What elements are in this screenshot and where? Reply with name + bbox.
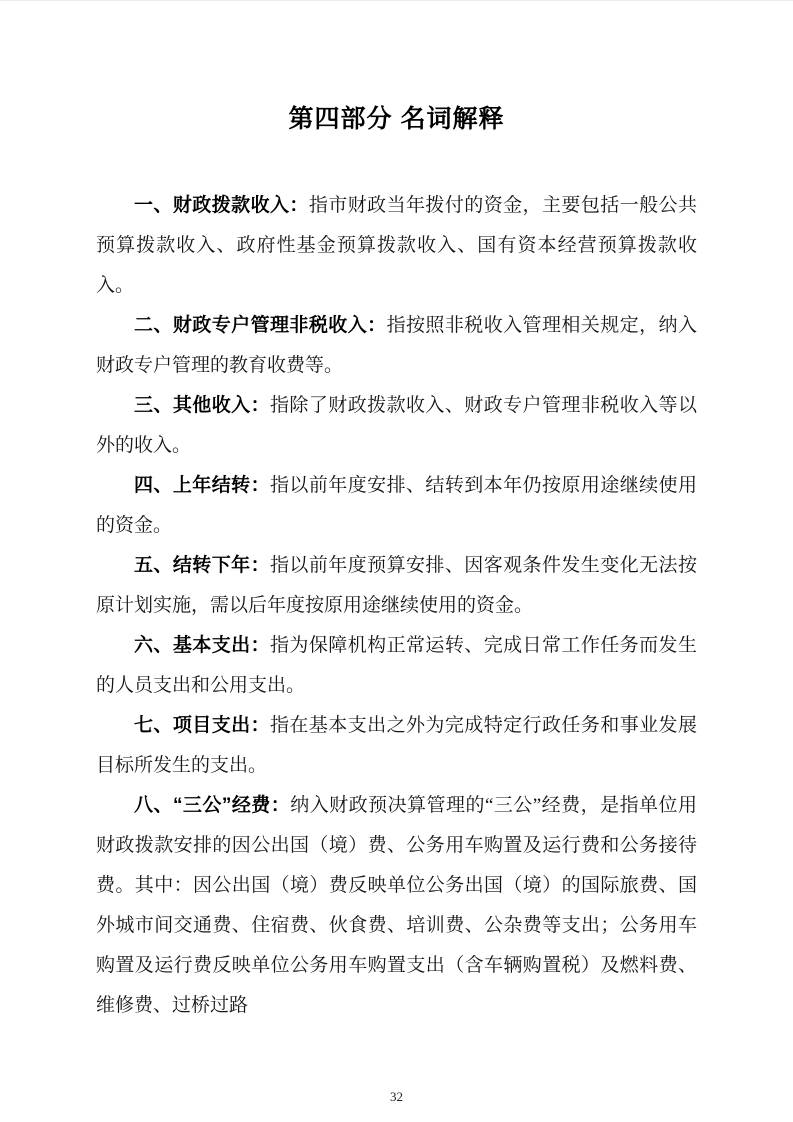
definition-paragraph [96, 386, 697, 466]
term-label: 五、结转下年： [134, 555, 270, 576]
term-label: 六、基本支出： [134, 635, 270, 656]
term-label: 一、财政拨款收入： [134, 195, 309, 216]
definition-paragraph [96, 546, 697, 626]
term-label: 三、其他收入： [134, 395, 270, 416]
definition-paragraph [96, 186, 697, 306]
term-definition: 指在基本支出之外为完成特定行政任务和事业发展目标所发生的支出。 [96, 715, 697, 776]
term-definition: 指除了财政拨款收入、财政专户管理非税收入等以外的收入。 [96, 395, 697, 456]
term-label: 四、上年结转： [134, 475, 270, 496]
term-definition: 纳入财政预决算管理的“三公”经费，是指单位用财政拨款安排的因公出国（境）费、公务用车购置及运行费和公务接待费。其中：因公出国（境）费反映单位公务出国（境）的国际旅费、国外城市间交通费、住宿费、伙食费、培训费、公杂费等支出；公务用车购置及运行费反映单位公务用车购置支出（含车辆购置税）及燃料费、维修费、过桥过路 [96, 795, 697, 1016]
definitions-list [96, 186, 697, 1026]
term-definition: 指市财政当年拨付的资金，主要包括一般公共预算拨款收入、政府性基金预算拨款收入、国有资本经营预算拨款收入。 [96, 195, 697, 296]
term-label: 七、项目支出： [134, 715, 270, 736]
definition-paragraph [96, 706, 697, 786]
term-definition: 指为保障机构正常运转、完成日常工作任务而发生的人员支出和公用支出。 [96, 635, 697, 696]
term-definition: 指以前年度安排、结转到本年仍按原用途继续使用的资金。 [96, 475, 697, 536]
term-label: 八、“三公”经费： [134, 795, 291, 816]
definition-paragraph [96, 786, 697, 1026]
definition-paragraph [96, 466, 697, 546]
page-title: 第四部分 名词解释 [288, 105, 505, 133]
definition-paragraph [96, 626, 697, 706]
page-number: 32 [390, 1089, 403, 1104]
term-definition: 指按照非税收入管理相关规定，纳入财政专户管理的教育收费等。 [96, 315, 697, 376]
term-definition: 指以前年度预算安排、因客观条件发生变化无法按原计划实施，需以后年度按原用途继续使用的资金。 [96, 555, 697, 616]
term-label: 二、财政专户管理非税收入： [134, 315, 387, 336]
definition-paragraph [96, 306, 697, 386]
